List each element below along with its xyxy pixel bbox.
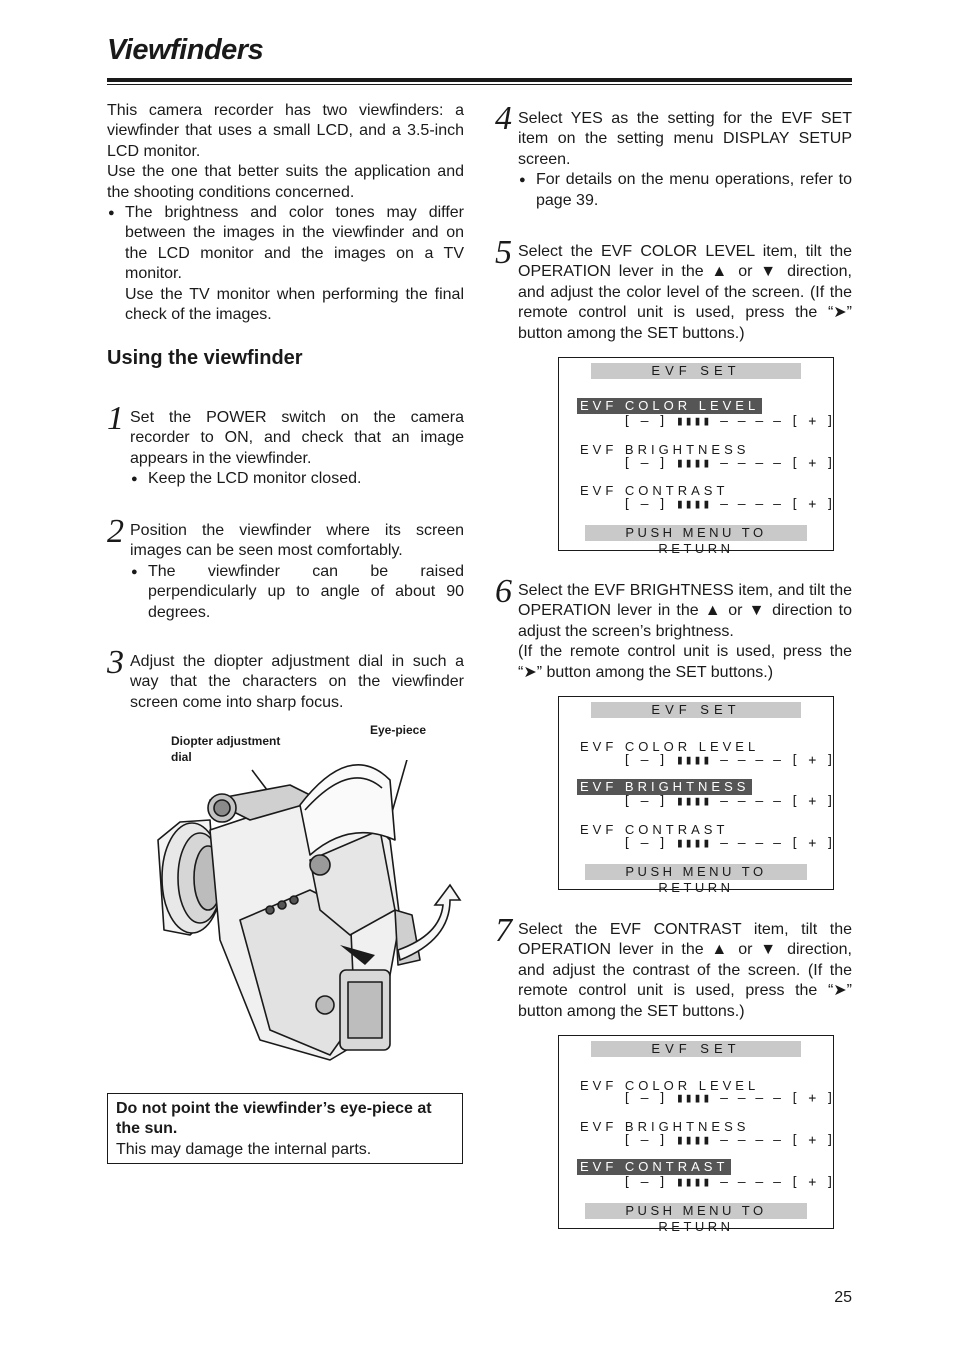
warning-box — [107, 1093, 463, 1164]
label-diopter-dial: Diopter adjustment dial — [171, 734, 281, 764]
page-number: 25 — [834, 1289, 852, 1306]
step-number-1: 1 — [107, 400, 124, 437]
menu-item-brightness: EVF BRIGHTNESS — [580, 442, 750, 457]
step-7 — [518, 920, 852, 1022]
level-bar: [ – ] ▮▮▮▮ – – – – [ + ] — [623, 456, 835, 471]
menu-item-brightness: EVF BRIGHTNESS — [577, 779, 752, 795]
menu-item-color-level: EVF COLOR LEVEL — [577, 398, 762, 414]
step-number-3: 3 — [107, 644, 124, 681]
section-heading: Using the viewfinder — [107, 347, 303, 369]
step-4 — [518, 109, 852, 211]
menu-item-color-level: EVF COLOR LEVEL — [580, 1078, 760, 1093]
menu-header: EVF SET — [591, 363, 801, 379]
menu-header: EVF SET — [591, 1041, 801, 1057]
menu-footer: PUSH MENU TO RETURN — [585, 525, 807, 541]
step-6-text-2: (If the remote control unit is used, press the “➤” button among the SET buttons.) — [518, 643, 852, 681]
step-1-note: ● Keep the LCD monitor closed. — [130, 469, 464, 489]
title-rule-thick — [107, 78, 852, 82]
menu-item-color-level: EVF COLOR LEVEL — [580, 739, 760, 754]
step-7-text: Select the EVF CONTRAST item, tilt the OPERATION lever in the ▲ or ▼ direction, and adjust the contrast of the screen. (If the remote control unit is used, press the “➤” button among the SET buttons.) — [518, 921, 852, 1020]
step-1 — [130, 408, 464, 490]
level-bar: [ – ] ▮▮▮▮ – – – – [ + ] — [623, 836, 835, 851]
label-eyepiece: Eye-piece — [370, 723, 427, 737]
menu-item-brightness: EVF BRIGHTNESS — [580, 1119, 750, 1134]
page-title: Viewfinders — [107, 34, 264, 66]
menu-screen-color-level — [558, 357, 835, 556]
camera-illustration — [150, 760, 470, 1070]
step-3 — [130, 652, 464, 713]
menu-screen-brightness — [558, 696, 835, 895]
step-4-note: ● For details on the menu operations, refer to page 39. — [518, 170, 852, 211]
menu-item-contrast: EVF CONTRAST — [580, 483, 729, 498]
step-6 — [518, 581, 852, 683]
step-5-text: Select the EVF COLOR LEVEL item, tilt the OPERATION lever in the ▲ or ▼ direction, and adjust the color level of the screen. (If the remote control unit is used, press the “➤” button among the SET buttons.) — [518, 243, 852, 342]
level-bar: [ – ] ▮▮▮▮ – – – – [ + ] — [623, 794, 835, 809]
intro — [107, 101, 464, 325]
step-5 — [518, 242, 852, 344]
menu-footer: PUSH MENU TO RETURN — [585, 864, 807, 880]
level-bar: [ – ] ▮▮▮▮ – – – – [ + ] — [623, 497, 835, 512]
step-number-7: 7 — [495, 912, 512, 949]
step-6-text: Select the EVF BRIGHTNESS item, and tilt the OPERATION lever in the ▲ or ▼ direction to adjust the screen’s brightness. — [518, 582, 852, 640]
step-4-text: Select YES as the setting for the EVF SET item on the setting menu DISPLAY SETUP screen. — [518, 110, 852, 168]
level-bar: [ – ] ▮▮▮▮ – – – – [ + ] — [623, 1175, 835, 1190]
step-2-text: Position the viewfinder where its screen images can be seen most comfortably. — [130, 522, 464, 560]
warning-heading: Do not point the viewfinder’s eye-piece at the sun. — [116, 1100, 432, 1138]
warning-text: This may damage the internal parts. — [116, 1140, 372, 1158]
step-number-5: 5 — [495, 234, 512, 271]
step-2 — [130, 521, 464, 623]
step-number-4: 4 — [495, 100, 512, 137]
step-2-note: ● The viewfinder can be raised perpendicularly up to angle of about 90 degrees. — [130, 562, 464, 623]
menu-item-contrast: EVF CONTRAST — [580, 822, 729, 837]
step-number-6: 6 — [495, 573, 512, 610]
menu-footer: PUSH MENU TO RETURN — [585, 1203, 807, 1219]
intro-bullet: ● The brightness and color tones may differ between the images in the viewfinder and on the LCD monitor and the images on a TV monitor. — [107, 203, 464, 285]
intro-paragraph-2: Use the one that better suits the application and the shooting conditions concerned. — [107, 163, 464, 201]
level-bar: [ – ] ▮▮▮▮ – – – – [ + ] — [623, 753, 835, 768]
level-bar: [ – ] ▮▮▮▮ – – – – [ + ] — [623, 414, 835, 429]
menu-item-contrast: EVF CONTRAST — [577, 1159, 731, 1175]
level-bar: [ – ] ▮▮▮▮ – – – – [ + ] — [623, 1133, 835, 1148]
level-bar: [ – ] ▮▮▮▮ – – – – [ + ] — [623, 1091, 835, 1106]
intro-paragraph-1: This camera recorder has two viewfinders: a viewfinder that uses a small LCD, and a 3.5-inch LCD monitor. — [107, 102, 464, 160]
step-1-text: Set the POWER switch on the camera recorder to ON, and check that an image appears in the viewfinder. — [130, 409, 464, 467]
title-rule-thin — [107, 84, 852, 85]
menu-screen-contrast — [558, 1035, 835, 1234]
menu-header: EVF SET — [591, 702, 801, 718]
step-number-2: 2 — [107, 513, 124, 550]
step-3-text: Adjust the diopter adjustment dial in such a way that the characters on the viewfinder screen come into sharp focus. — [130, 653, 464, 711]
intro-bullet-continued: Use the TV monitor when performing the final check of the images. — [125, 285, 464, 324]
